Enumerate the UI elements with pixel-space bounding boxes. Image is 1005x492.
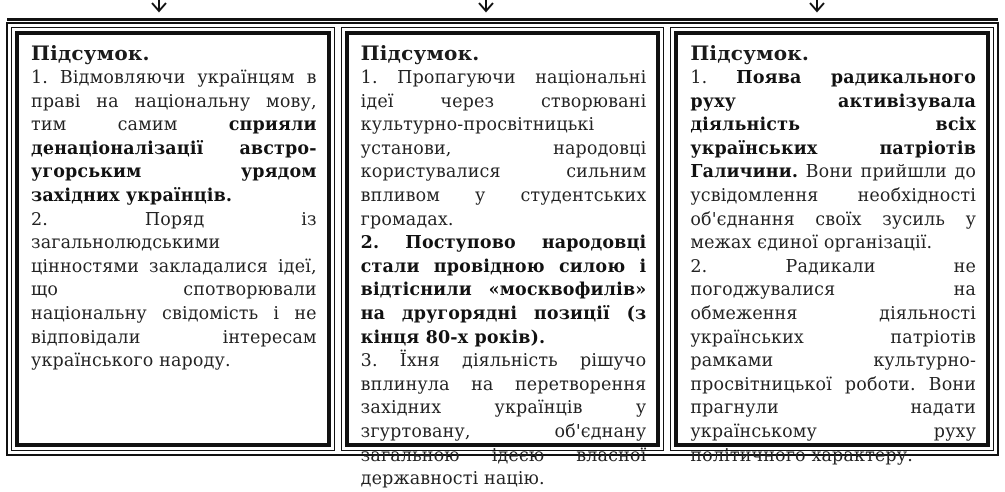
down-arrow-icon: [150, 0, 168, 16]
summary-item: 1. Поява радикального руху активізувала діяльність всіх українських патріотів Галичини. Вони прийшли до усвідомлення необхідності об'єднання своїх зусиль у межах єдиної організації.: [690, 68, 977, 254]
summary-item: 1. Відмовляючи українцям в праві на національну мову, тим самим сприяли денаціоналізації австро-угорським урядом західних українців.: [31, 68, 317, 206]
summary-panel-1: [11, 27, 335, 451]
summary-item: 2. Поступово народовці стали провідною силою і відтіснили «москвофилів» на другорядні позиції (з кінця 80-х років).: [360, 233, 647, 348]
summary-item: 2. Поряд із загальнолюдськими цінностями закладалися ідеї, що спотворювали національну свідомість і не відповідали інтересам українського народу.: [31, 209, 317, 372]
panel-heading: Підсумок.: [31, 41, 150, 65]
panel-body: [31, 67, 317, 374]
summary-item: 2. Радикали не погоджувалися на обмеження діяльності українських патріотів рамками культурно-просвітницької роботи. Вони прагнули надати українському руху політичного характеру.: [690, 256, 977, 466]
summary-item: 3. Їхня діяльність рішучо вплинула на перетворення західних українців у згуртовану, об'єднану загальною ідеєю власної державності націю.: [360, 351, 647, 490]
summary-panel-3: [670, 27, 994, 466]
panel-heading: Підсумок.: [690, 41, 810, 65]
down-arrow-icon: [477, 0, 495, 16]
summary-item: 1. Пропагуючи національні ідеї через створювані культурно-просвітницькі установи, народовці користувалися сильним впливом у студентських громадах.: [360, 68, 647, 230]
panel-body: [690, 67, 976, 468]
down-arrow-icon: [808, 0, 826, 16]
summary-panel-2: [341, 27, 665, 490]
summary-table: [6, 22, 999, 490]
top-divider: [7, 18, 998, 21]
panel-body: [361, 67, 647, 492]
panel-heading: Підсумок.: [360, 41, 480, 65]
